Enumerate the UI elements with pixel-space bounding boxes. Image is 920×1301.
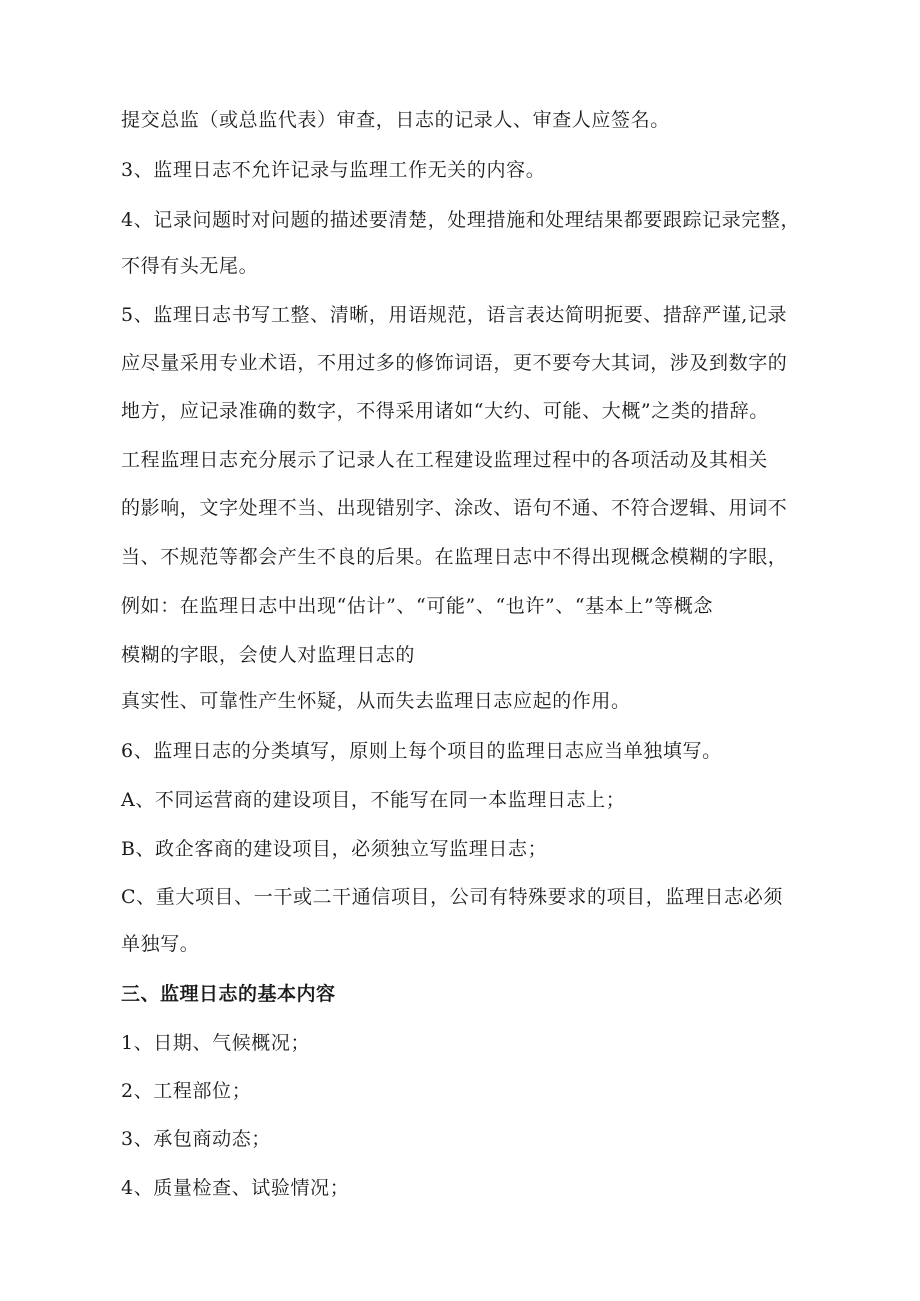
paragraph-line: 应尽量采用专业术语，不用过多的修饰词语，更不要夸大其词，涉及到数字的 (121, 352, 788, 374)
section-heading: 三、监理日志的基本内容 (121, 983, 336, 1005)
paragraph-line: 单独写。 (121, 933, 200, 955)
paragraph-line: 6、监理日志的分类填写，原则上每个项目的监理日志应当单独填写。 (121, 740, 722, 762)
paragraph-line: 例如：在监理日志中出现“估计”、“可能”、“也许”、“基本上”等概念 (121, 595, 714, 617)
list-item: 3、承包商动态； (121, 1128, 271, 1150)
paragraph-line: 当、不规范等都会产生不良的后果。在监理日志中不得出现概念模糊的字眼， (121, 546, 788, 568)
paragraph-line: 4、记录问题时对问题的描述要清楚，处理措施和处理结果都要跟踪记录完整， (121, 209, 801, 231)
list-item: 2、工程部位； (121, 1080, 252, 1102)
paragraph-line: 真实性、可靠性产生怀疑，从而失去监理日志应起的作用。 (121, 690, 631, 712)
paragraph-line: 的影响，文字处理不当、出现错别字、涂改、语句不通、不符合逻辑、用词不 (121, 497, 788, 519)
list-item: 4、质量检查、试验情况； (121, 1177, 350, 1199)
paragraph-line: 5、监理日志书写工整、清晰，用语规范，语言表达简明扼要、措辞严谨,记录 (121, 304, 788, 326)
list-item: C、重大项目、一干或二干通信项目，公司有特殊要求的项目，监理日志必须 (121, 886, 783, 908)
paragraph-line: 工程监理日志充分展示了记录人在工程建设监理过程中的各项活动及其相关 (121, 449, 768, 471)
paragraph-line: 模糊的字眼，会使人对监理日志的 (121, 644, 416, 666)
list-item: A、不同运营商的建设项目，不能写在同一本监理日志上； (121, 789, 626, 811)
paragraph-line: 地方，应记录准确的数字，不得采用诸如“大约、可能、大概”之类的措辞。 (121, 400, 769, 422)
paragraph-line: 3、监理日志不允许记录与监理工作无关的内容。 (121, 159, 546, 181)
paragraph-line: 不得有头无尾。 (121, 255, 259, 277)
list-item: B、政企客商的建设项目，必须独立写监理日志； (121, 838, 548, 860)
list-item: 1、日期、气候概况； (121, 1032, 311, 1054)
paragraph-line: 提交总监（或总监代表）审查，日志的记录人、审查人应签名。 (121, 109, 670, 131)
